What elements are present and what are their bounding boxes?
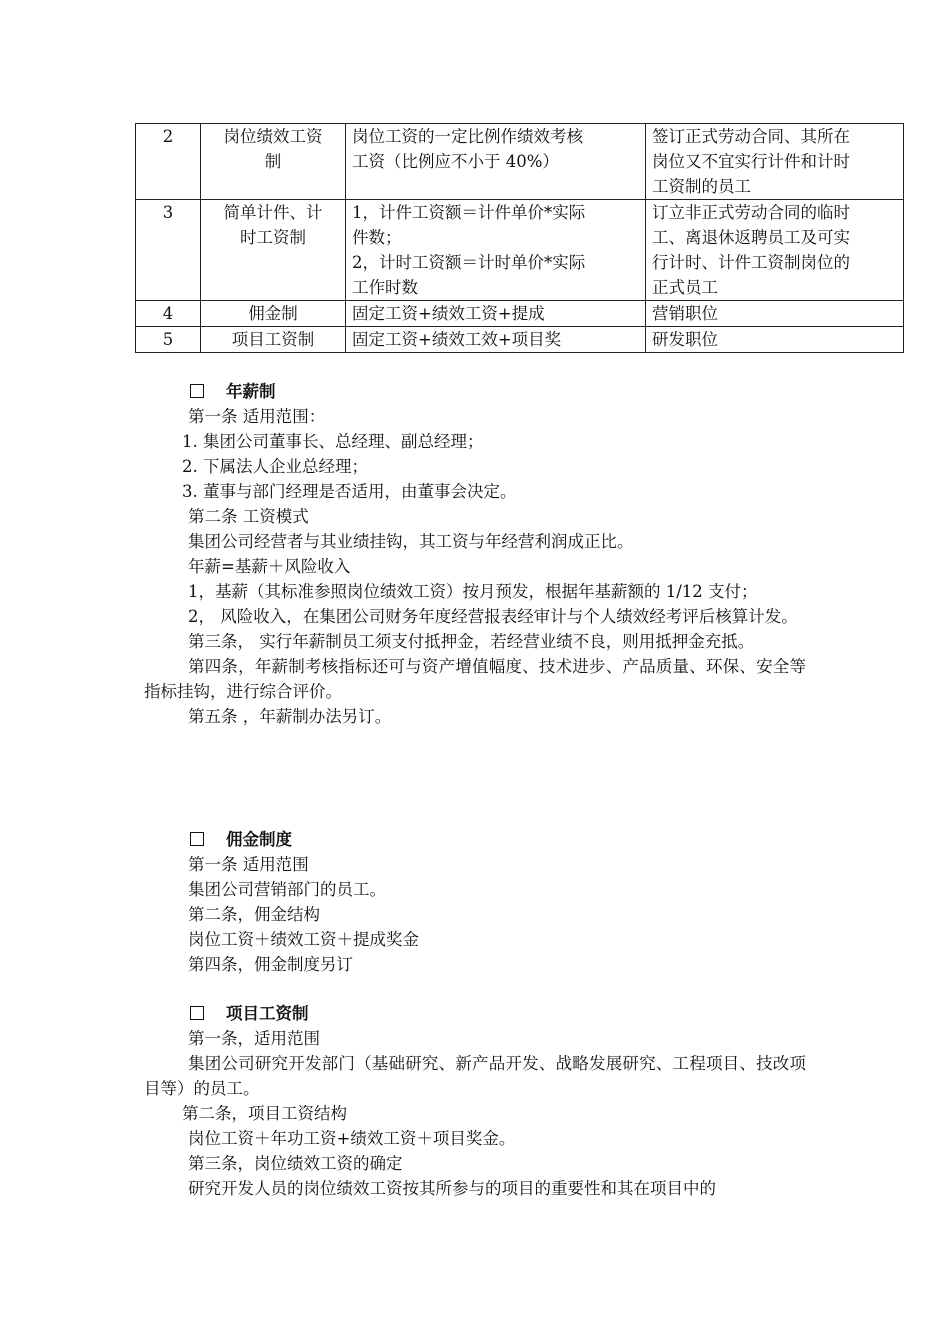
article-title: 第一条 适用范围： [188,407,326,426]
paragraph: 集团公司营销部门的员工。 [188,880,386,899]
article-title: 第四条，佣金制度另订 [188,955,353,974]
cell-text: 2，计时工资额＝计时单价*实际 [352,253,586,272]
table-row [136,327,904,353]
checkbox-icon [190,832,204,846]
list-item: 1. 集团公司董事长、总经理、副总经理； [182,432,484,451]
paragraph: 岗位工资＋绩效工资＋提成奖金 [188,930,419,949]
salary-type-cell [201,124,346,200]
salary-formula-cell [346,327,646,353]
cell-text: 件数； [352,228,402,247]
article-title: 第二条，项目工资结构 [182,1104,347,1123]
cell-text: 签订正式劳动合同、其所在 [652,127,850,146]
applicable-scope-cell [646,124,904,200]
cell-text: 工资（比例应不小于 40%） [352,152,559,171]
checkbox-icon [190,384,204,398]
cell-text: 研发职位 [652,330,718,349]
cell-text: 行计时、计件工资制岗位的 [652,253,850,272]
section-heading-project: 项目工资制 [190,1001,309,1026]
article-title: 第五条 ，年薪制办法另订。 [188,707,392,726]
applicable-scope-cell [646,327,904,353]
cell-text: 1，计件工资额＝计件单价*实际 [352,203,586,222]
row-number-cell: 2 [136,124,201,200]
cell-text: 岗位工资的一定比例作绩效考核 [352,127,583,146]
table-row [136,200,904,301]
section-heading-annual: 年薪制 [190,379,276,404]
salary-system-table [135,123,904,353]
paragraph: 研究开发人员的岗位绩效工资按其所参与的项目的重要性和其在项目中的 [188,1179,716,1198]
table-row [136,301,904,327]
cell-text: 工作时数 [352,278,418,297]
cell-text: 工资制的员工 [652,177,751,196]
salary-type-cell [201,200,346,301]
article-title: 第二条 工资模式 [188,507,309,526]
salary-formula-cell [346,200,646,301]
cell-text: 正式员工 [652,278,718,297]
cell-text: 工、离退休返聘员工及可实 [652,228,850,247]
applicable-scope-cell [646,301,904,327]
commission-section [144,852,814,977]
cell-text: 制 [264,152,282,171]
annual-salary-section [144,404,814,729]
cell-text: 岗位又不宜实行计件和计时 [652,152,850,171]
cell-text: 时工资制 [240,228,306,247]
salary-formula-cell [346,301,646,327]
cell-text: 固定工资+绩效工效+项目奖 [352,330,562,349]
formula-line: 年薪=基薪＋风险收入 [188,557,351,576]
article-title: 第一条，适用范围 [188,1029,320,1048]
list-item: 2. 下属法人企业总经理； [182,457,368,476]
project-salary-section [144,1026,814,1201]
paragraph: 集团公司研究开发部门（基础研究、新产品开发、战略发展研究、工程项目、技改项目等）的员工。 [144,1054,806,1098]
article-title: 第一条 适用范围 [188,855,309,874]
row-number-cell: 5 [136,327,201,353]
row-number-cell: 3 [136,200,201,301]
row-number-cell: 4 [136,301,201,327]
article-title: 第三条，岗位绩效工资的确定 [188,1154,403,1173]
paragraph: 第四条，年薪制考核指标还可与资产增值幅度、技术进步、产品质量、环保、安全等指标挂钩，进行综合评价。 [144,657,806,701]
salary-formula-cell [346,124,646,200]
salary-type-cell [201,301,346,327]
table-row [136,124,904,200]
article-title: 第二条，佣金结构 [188,905,320,924]
checkbox-icon [190,1006,204,1020]
list-item: 3. 董事与部门经理是否适用，由董事会决定。 [182,482,517,501]
paragraph: 第三条， 实行年薪制员工须支付抵押金，若经营业绩不良，则用抵押金充抵。 [188,632,755,651]
cell-text: 简单计件、计 [223,203,323,222]
paragraph: 集团公司经营者与其业绩挂钩，其工资与年经营利润成正比。 [188,532,634,551]
paragraph: 岗位工资＋年功工资+绩效工资＋项目奖金。 [188,1129,516,1148]
cell-text: 项目工资制 [231,330,315,349]
cell-text: 订立非正式劳动合同的临时 [652,203,850,222]
section-heading-commission: 佣金制度 [190,827,292,852]
paragraph: 2， 风险收入，在集团公司财务年度经营报表经审计与个人绩效经考评后核算计发。 [188,607,798,626]
paragraph: 1，基薪（其标准参照岗位绩效工资）按月预发，根据年基薪额的 1/12 支付； [188,582,758,601]
cell-text: 岗位绩效工资 [223,127,323,146]
applicable-scope-cell [646,200,904,301]
cell-text: 营销职位 [652,304,718,323]
cell-text: 佣金制 [248,304,298,323]
cell-text: 固定工资+绩效工资+提成 [352,304,545,323]
salary-type-cell [201,327,346,353]
